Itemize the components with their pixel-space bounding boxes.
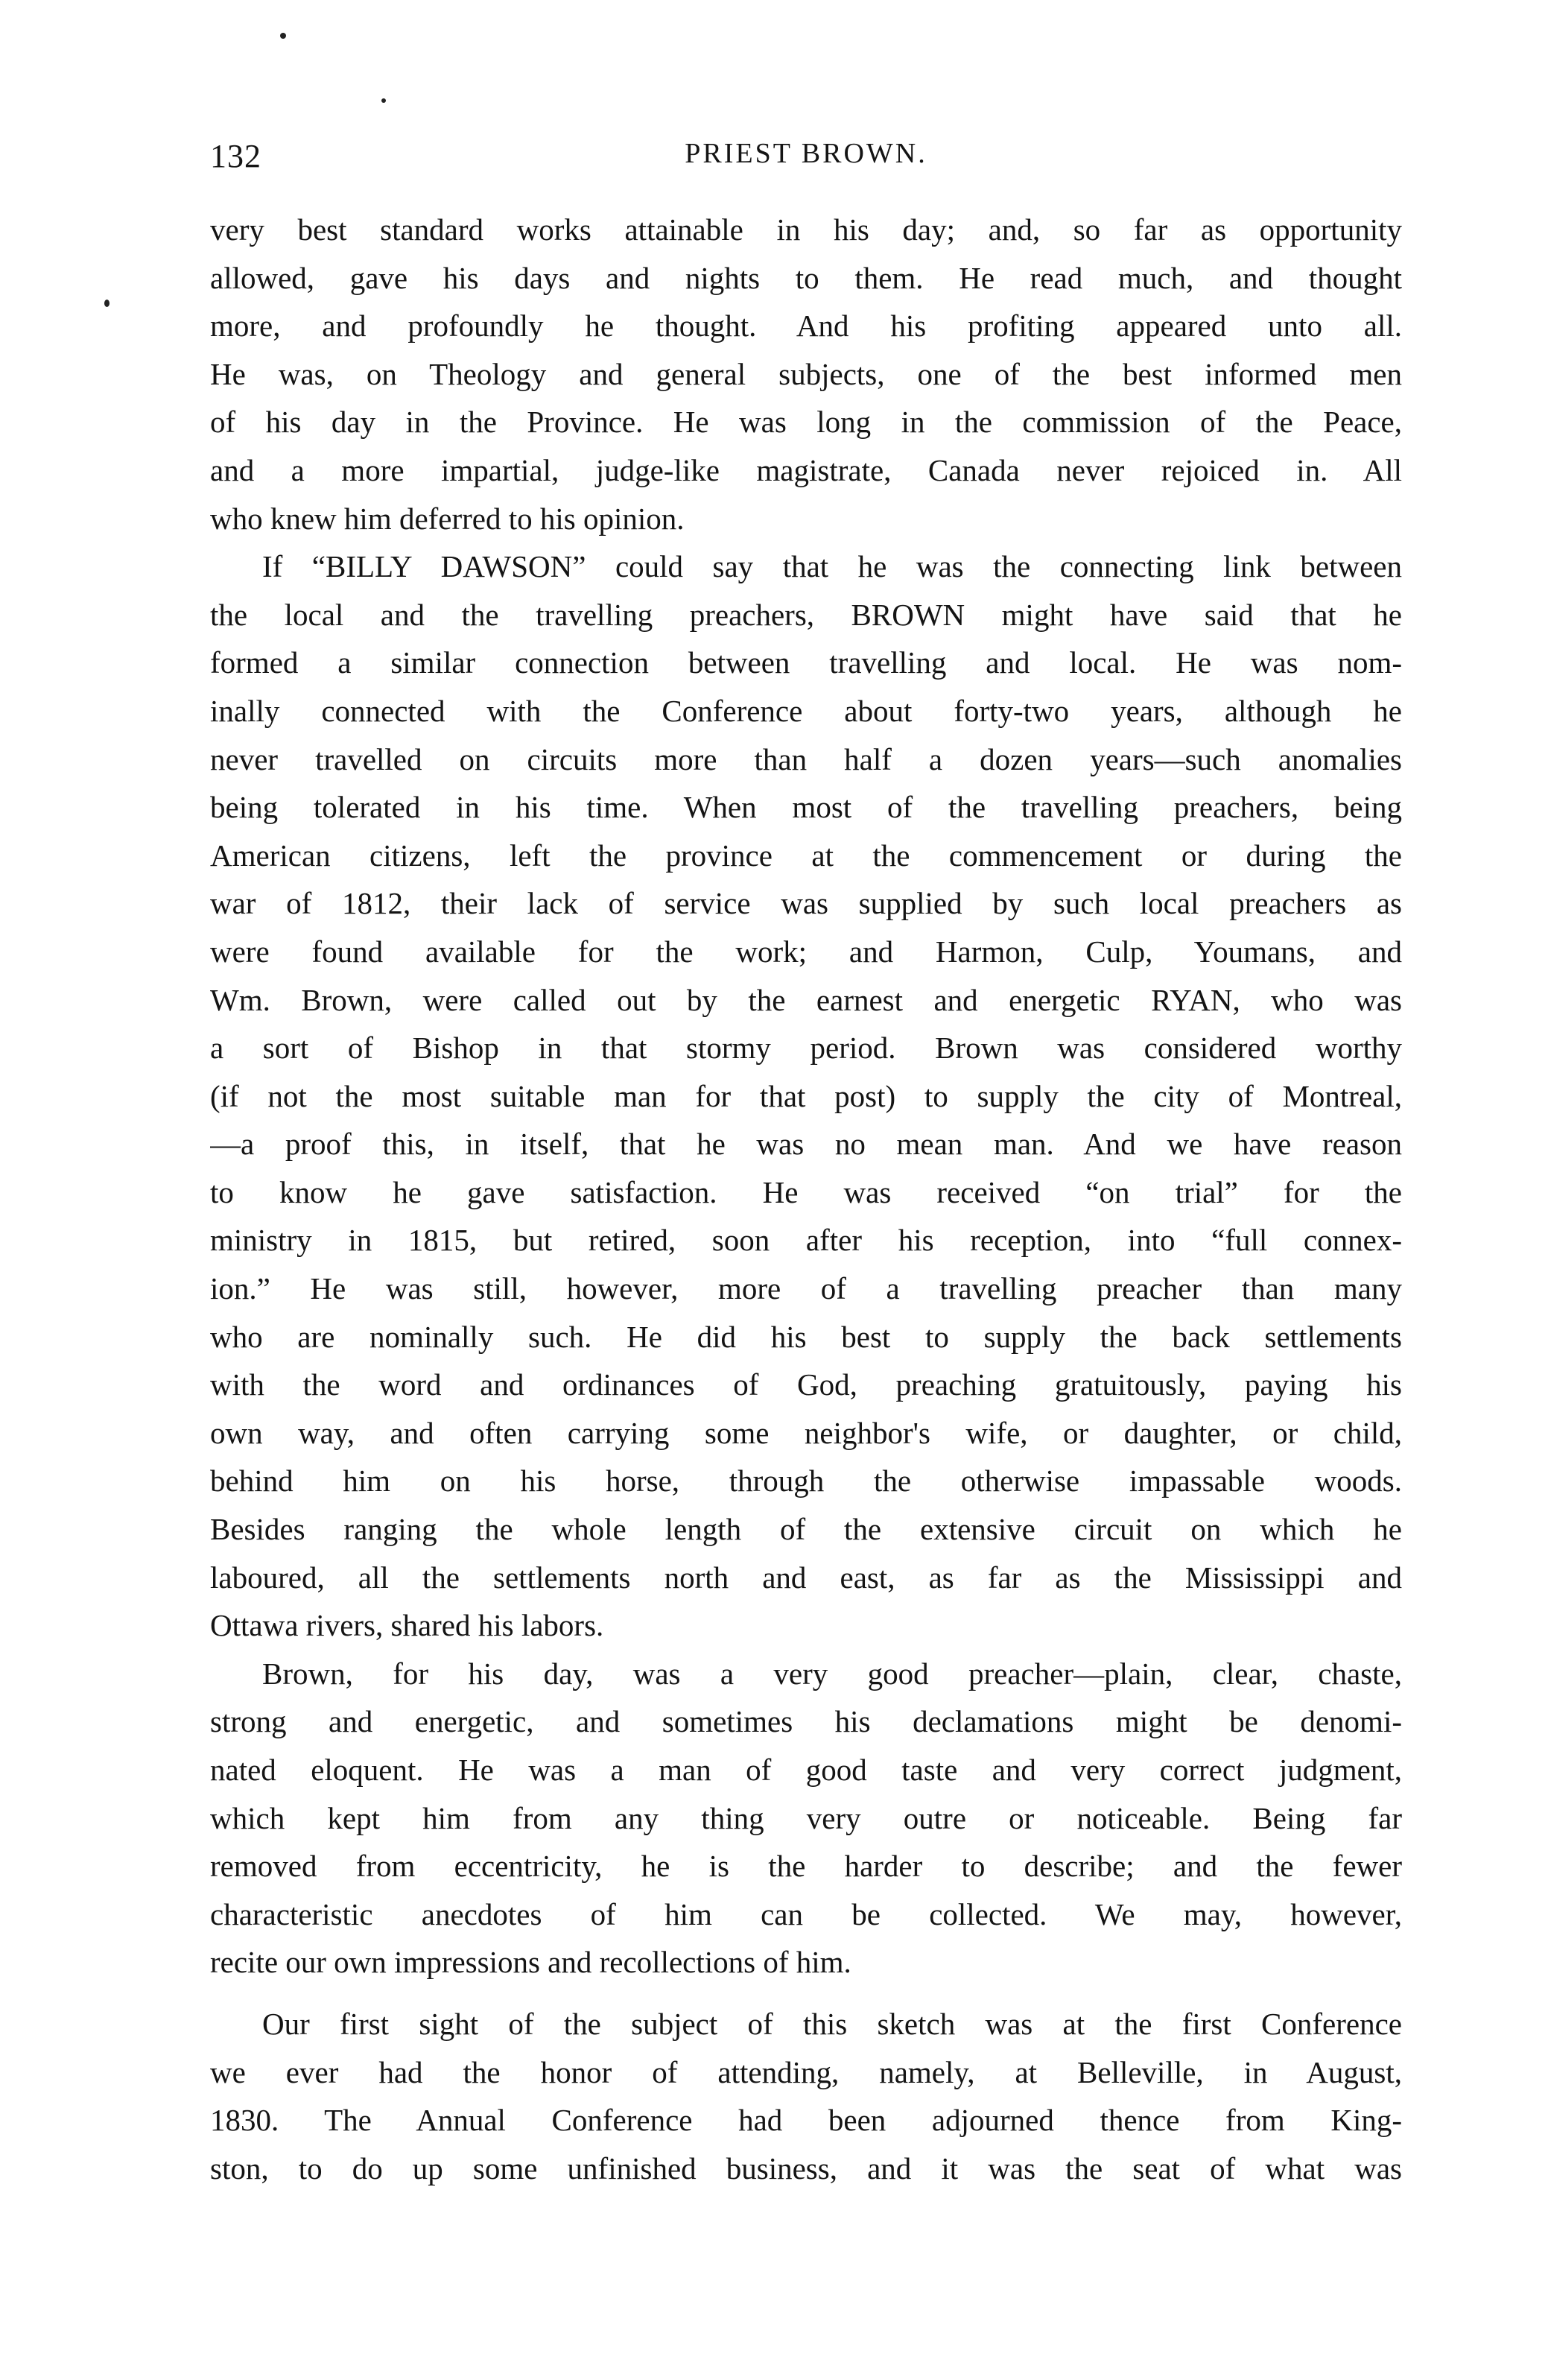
text-line: being tolerated in his time. When most of the travelling preachers, being xyxy=(210,790,1402,825)
paragraph xyxy=(210,206,1402,542)
text-line: were found available for the work; and Harmon, Culp, Youmans, and xyxy=(210,934,1402,969)
text-line: nated eloquent. He was a man of good taste and very correct judgment, xyxy=(210,1753,1402,1787)
text-line: Ottawa rivers, shared his labors. xyxy=(210,1608,604,1643)
text-line: Wm. Brown, were called out by the earnest and energetic RYAN, who was xyxy=(210,982,1402,1017)
text-line: Brown, for his day, was a very good preacher—plain, clear, chaste, xyxy=(262,1656,1402,1691)
text-line: Besides ranging the whole length of the extensive circuit on which he xyxy=(210,1512,1402,1547)
text-line: 1830. The Annual Conference had been adjourned thence from King- xyxy=(210,2103,1402,2138)
text-line: He was, on Theology and general subjects, one of the best informed men xyxy=(210,356,1402,391)
text-line: never travelled on circuits more than half a dozen years—such anomalies xyxy=(210,741,1402,776)
text-line: who knew him deferred to his opinion. xyxy=(210,501,685,536)
text-line: If “BILLY DAWSON” could say that he was the connecting link between xyxy=(262,549,1402,584)
text-line: with the word and ordinances of God, preaching gratuitously, paying his xyxy=(210,1367,1402,1402)
ink-speck xyxy=(280,33,286,39)
text-line: to know he gave satisfaction. He was received “on trial” for the xyxy=(210,1174,1402,1209)
page-number: 132 xyxy=(210,138,261,174)
paragraph xyxy=(210,542,1402,1650)
text-line: laboured, all the settlements north and east, as far as the Mississippi and xyxy=(210,1560,1402,1595)
text-line: we ever had the honor of attending, namely, at Belleville, in August, xyxy=(210,2054,1402,2089)
text-line: ministry in 1815, but retired, soon after his reception, into “full connex- xyxy=(210,1223,1402,1258)
text-line: war of 1812, their lack of service was supplied by such local preachers as xyxy=(210,886,1402,921)
text-line: which kept him from any thing very outre or noticeable. Being far xyxy=(210,1800,1402,1835)
text-line: (if not the most suitable man for that post) to supply the city of Montreal, xyxy=(210,1078,1402,1113)
text-line: the local and the travelling preachers, BROWN might have said that he xyxy=(210,597,1402,632)
text-line: behind him on his horse, through the otherwise impassable woods. xyxy=(210,1463,1402,1498)
text-line: a sort of Bishop in that stormy period. Brown was considered worthy xyxy=(210,1031,1402,1066)
running-title: PRIEST BROWN. xyxy=(685,138,927,169)
text-line: ion.” He was still, however, more of a travelling preacher than many xyxy=(210,1271,1402,1306)
text-line: American citizens, left the province at the commencement or during the xyxy=(210,838,1402,873)
ink-speck xyxy=(104,300,110,307)
page-header xyxy=(210,137,1402,182)
text-line: who are nominally such. He did his best to supply the back settlements xyxy=(210,1319,1402,1354)
ink-speck xyxy=(381,98,386,103)
text-line: —a proof this, in itself, that he was no mean man. And we have reason xyxy=(210,1127,1402,1162)
text-line: more, and profoundly he thought. And his profiting appeared unto all. xyxy=(210,308,1402,344)
text-line: allowed, gave his days and nights to them. He read much, and thought xyxy=(210,260,1402,295)
body-text xyxy=(210,206,1402,2192)
text-line: own way, and often carrying some neighbor's wife, or daughter, or child, xyxy=(210,1415,1402,1450)
text-line: removed from eccentricity, he is the harder to describe; and the fewer xyxy=(210,1849,1402,1884)
text-line: very best standard works attainable in his day; and, so far as opportunity xyxy=(210,212,1402,247)
text-line: characteristic anecdotes of him can be collected. We may, however, xyxy=(210,1896,1402,1931)
text-line: recite our own impressions and recollections of him. xyxy=(210,1945,851,1980)
text-line: of his day in the Province. He was long in the commission of the Peace, xyxy=(210,405,1402,440)
paragraph-spacer xyxy=(210,1987,1402,2000)
text-line: and a more impartial, judge-like magistrate, Canada never rejoiced in. All xyxy=(210,452,1402,487)
text-line: formed a similar connection between travelling and local. He was nom- xyxy=(210,645,1402,680)
text-line: inally connected with the Conference about forty-two years, although he xyxy=(210,693,1402,728)
text-line: Our first sight of the subject of this sketch was at the first Conference xyxy=(262,2006,1402,2041)
paragraph xyxy=(210,2000,1402,2192)
paragraph xyxy=(210,1650,1402,1987)
text-line: strong and energetic, and sometimes his declamations might be denomi- xyxy=(210,1704,1402,1739)
text-line: ston, to do up some unfinished business, and it was the seat of what was xyxy=(210,2150,1402,2186)
